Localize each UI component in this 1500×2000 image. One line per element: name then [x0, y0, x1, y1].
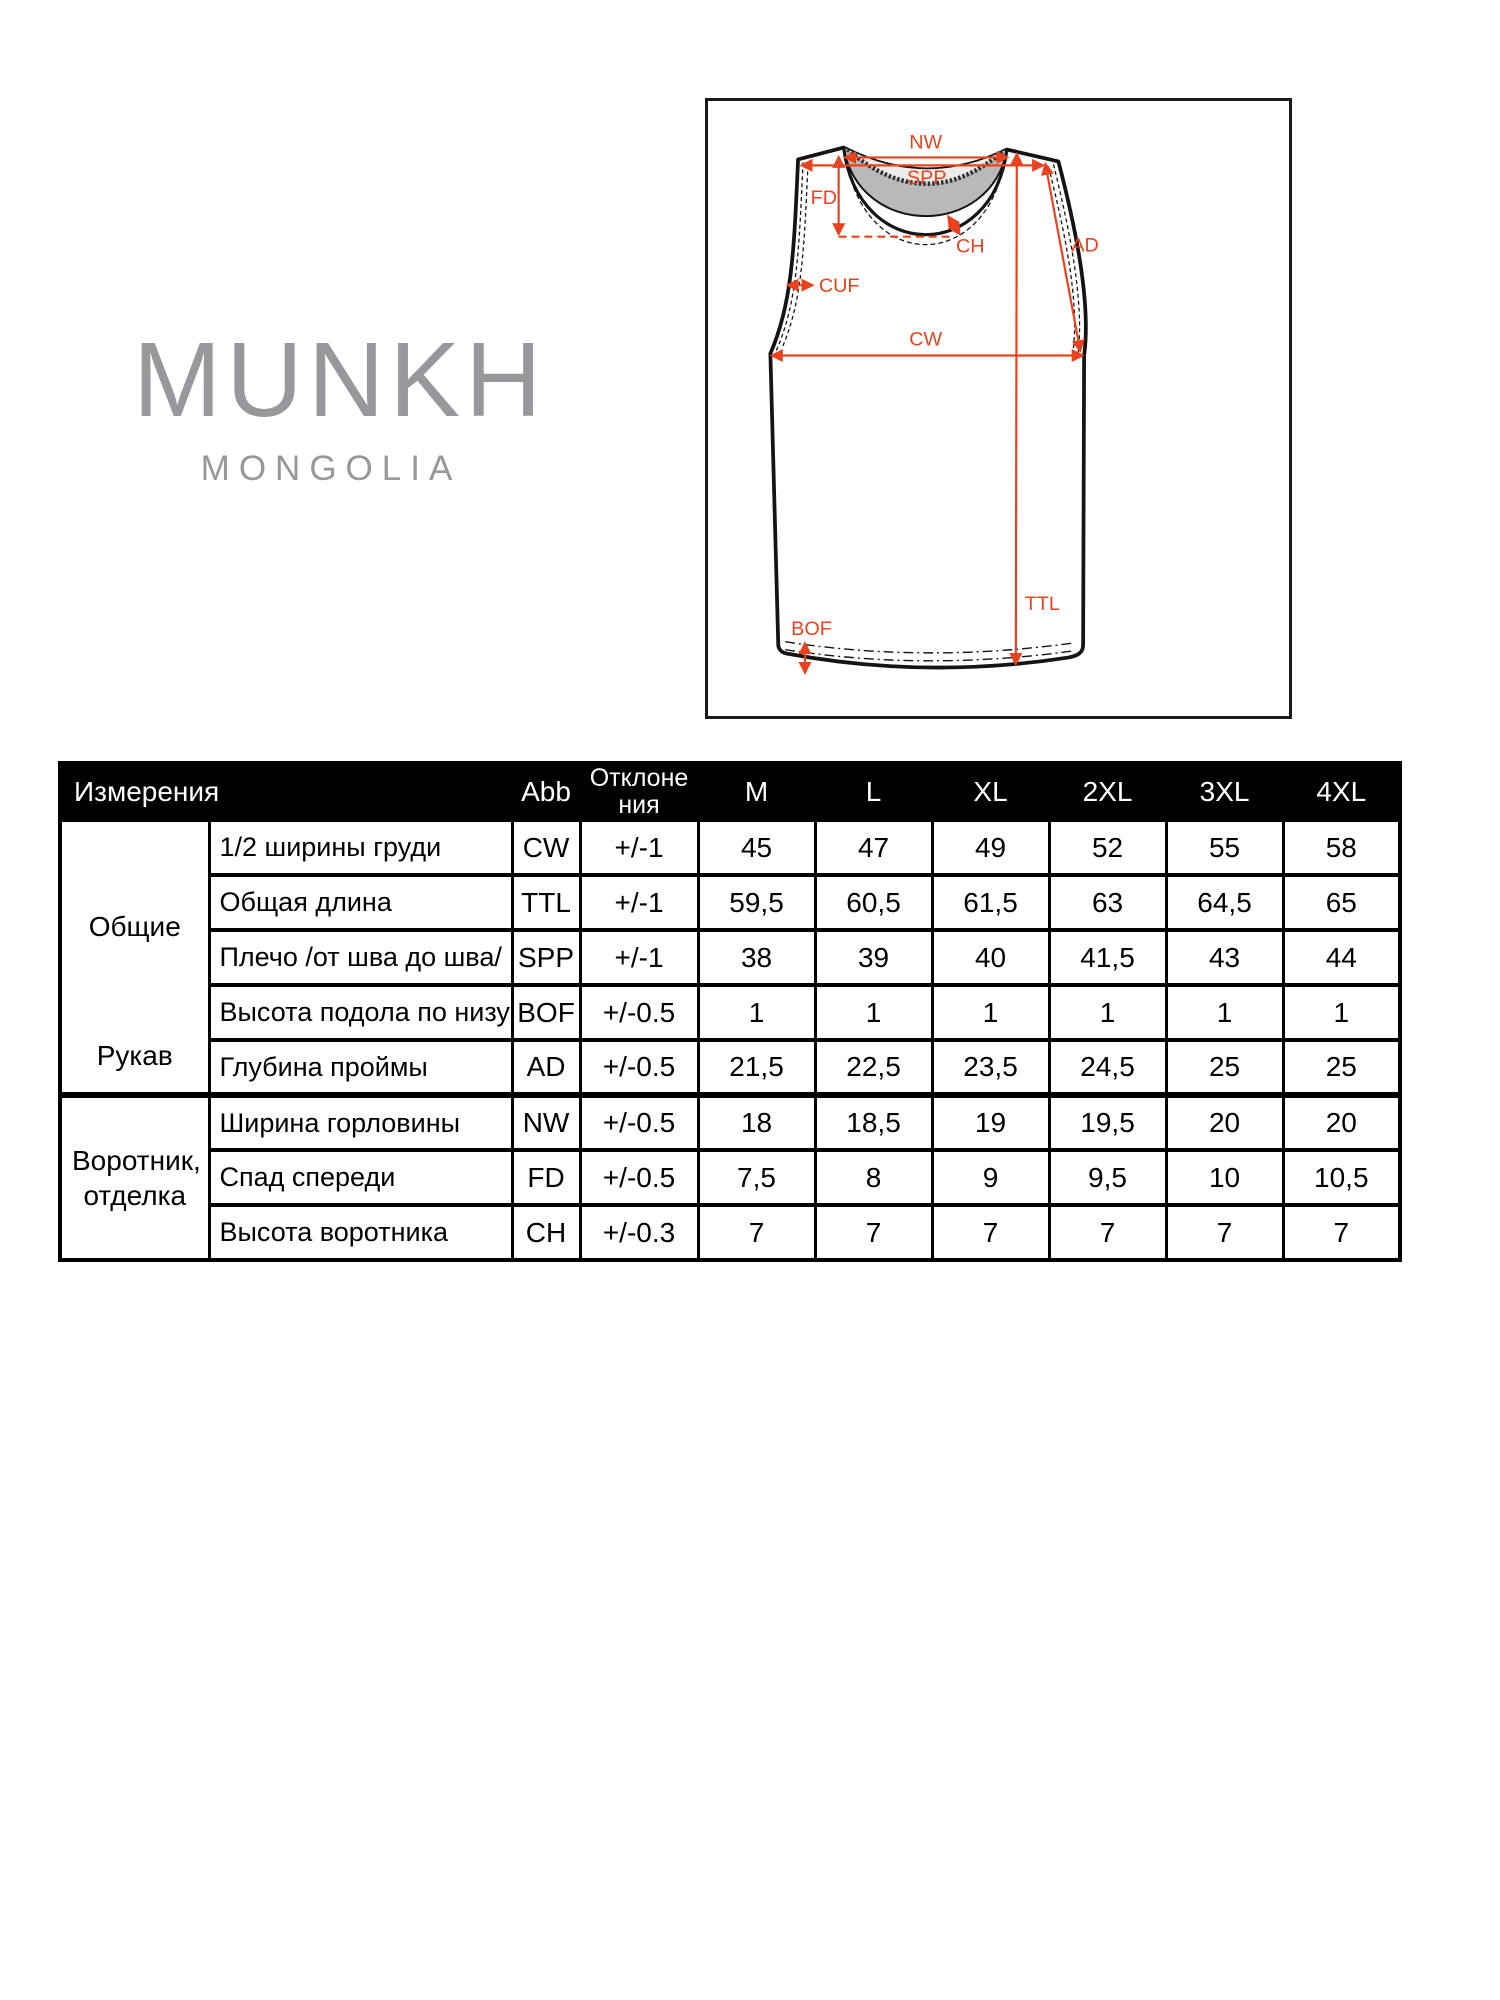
cell-value: 52	[1049, 820, 1166, 875]
garment-diagram-box	[705, 98, 1292, 719]
cell-value: 20	[1166, 1095, 1283, 1150]
cell-measurement-name: Глубина проймы	[209, 1040, 512, 1095]
cell-value: 1	[698, 985, 815, 1040]
cell-value: 45	[698, 820, 815, 875]
cell-measurement-name: Высота подола по низу	[209, 985, 512, 1040]
cell-value: 58	[1283, 820, 1400, 875]
cell-value: 8	[815, 1150, 932, 1205]
cw-label: CW	[909, 328, 943, 351]
cell-deviation: +/-0.5	[580, 1040, 698, 1095]
table-row	[60, 930, 1400, 985]
cell-value: 43	[1166, 930, 1283, 985]
cell-value: 44	[1283, 930, 1400, 985]
cell-value: 1	[815, 985, 932, 1040]
header-abb: Abb	[512, 763, 580, 820]
tank-top-illustration	[708, 101, 1289, 716]
cell-value: 38	[698, 930, 815, 985]
cell-value: 65	[1283, 875, 1400, 930]
header-size-4xl: 4XL	[1283, 763, 1400, 820]
cell-abb: SPP	[512, 930, 580, 985]
table-row	[60, 1095, 1400, 1150]
table-row	[60, 1150, 1400, 1205]
spp-label: SPP	[906, 167, 947, 190]
cell-value: 21,5	[698, 1040, 815, 1095]
cell-value: 64,5	[1166, 875, 1283, 930]
brand-logo	[133, 321, 547, 489]
header-measurements: Измерения	[60, 763, 512, 820]
cell-deviation: +/-0.5	[580, 985, 698, 1040]
cell-value: 9	[932, 1150, 1049, 1205]
bof-label: BOF	[791, 617, 832, 640]
cell-value: 40	[932, 930, 1049, 985]
cell-value: 19,5	[1049, 1095, 1166, 1150]
group-cell-collar: Воротник, отделка	[60, 1095, 209, 1260]
cell-abb: CH	[512, 1205, 580, 1260]
table-row	[60, 875, 1400, 930]
cell-value: 18	[698, 1095, 815, 1150]
ch-label: CH	[955, 235, 985, 258]
ttl-arrow	[1016, 154, 1017, 663]
ad-label: AD	[1071, 234, 1099, 257]
cell-value: 55	[1166, 820, 1283, 875]
cell-value: 23,5	[932, 1040, 1049, 1095]
cell-deviation: +/-1	[580, 875, 698, 930]
brand-subtitle: MONGOLIA	[200, 449, 462, 488]
header-size-m: M	[698, 763, 815, 820]
cell-value: 1	[1166, 985, 1283, 1040]
cell-value: 7	[1166, 1205, 1283, 1260]
header-size-2xl: 2XL	[1049, 763, 1166, 820]
cell-abb: BOF	[512, 985, 580, 1040]
cell-value: 25	[1166, 1040, 1283, 1095]
cuf-label: CUF	[818, 275, 860, 298]
cell-measurement-name: Плечо /от шва до шва/	[209, 930, 512, 985]
cell-value: 7	[1049, 1205, 1166, 1260]
cell-value: 7,5	[698, 1150, 815, 1205]
cell-deviation: +/-1	[580, 820, 698, 875]
fd-label: FD	[810, 186, 837, 209]
cell-measurement-name: Спад спереди	[209, 1150, 512, 1205]
table-row	[60, 985, 1400, 1040]
cell-measurement-name: 1/2 ширины груди	[209, 820, 512, 875]
cell-deviation: +/-0.5	[580, 1095, 698, 1150]
cell-value: 61,5	[932, 875, 1049, 930]
cell-deviation: +/-0.3	[580, 1205, 698, 1260]
cell-value: 1	[1049, 985, 1166, 1040]
table-row	[60, 1205, 1400, 1260]
garment-outline	[770, 148, 1085, 668]
cell-value: 7	[698, 1205, 815, 1260]
cell-value: 41,5	[1049, 930, 1166, 985]
cell-measurement-name: Ширина горловины	[209, 1095, 512, 1150]
table-row	[60, 820, 1400, 875]
header-row	[60, 763, 1400, 820]
group-label-sleeve: Рукав	[96, 1039, 173, 1071]
cell-value: 22,5	[815, 1040, 932, 1095]
cell-value: 49	[932, 820, 1049, 875]
cell-measurement-name: Общая длина	[209, 875, 512, 930]
cell-value: 24,5	[1049, 1040, 1166, 1095]
ttl-label: TTL	[1024, 593, 1060, 616]
nw-label: NW	[909, 131, 943, 154]
cell-value: 39	[815, 930, 932, 985]
cell-value: 19	[932, 1095, 1049, 1150]
brand-name: MUNKH	[133, 321, 547, 439]
header-size-l: L	[815, 763, 932, 820]
cell-measurement-name: Высота воротника	[209, 1205, 512, 1260]
cell-abb: TTL	[512, 875, 580, 930]
cell-value: 18,5	[815, 1095, 932, 1150]
header-size-3xl: 3XL	[1166, 763, 1283, 820]
cell-value: 7	[932, 1205, 1049, 1260]
header-deviation: Отклонения	[580, 763, 698, 820]
header-size-xl: XL	[932, 763, 1049, 820]
cell-value: 1	[932, 985, 1049, 1040]
cell-abb: CW	[512, 820, 580, 875]
cell-value: 10	[1166, 1150, 1283, 1205]
cell-value: 20	[1283, 1095, 1400, 1150]
cell-value: 47	[815, 820, 932, 875]
cell-value: 63	[1049, 875, 1166, 930]
cell-deviation: +/-0.5	[580, 1150, 698, 1205]
table-row	[60, 1040, 1400, 1095]
cell-value: 7	[1283, 1205, 1400, 1260]
group-cell-general-sleeve	[60, 820, 209, 1095]
cell-value: 9,5	[1049, 1150, 1166, 1205]
group-label-general: Общие	[88, 911, 181, 943]
cell-abb: AD	[512, 1040, 580, 1095]
cell-value: 1	[1283, 985, 1400, 1040]
cell-value: 59,5	[698, 875, 815, 930]
cell-abb: NW	[512, 1095, 580, 1150]
cell-value: 60,5	[815, 875, 932, 930]
size-table	[58, 761, 1402, 1262]
cell-value: 25	[1283, 1040, 1400, 1095]
cell-value: 10,5	[1283, 1150, 1400, 1205]
cell-abb: FD	[512, 1150, 580, 1205]
cell-deviation: +/-1	[580, 930, 698, 985]
cell-value: 7	[815, 1205, 932, 1260]
